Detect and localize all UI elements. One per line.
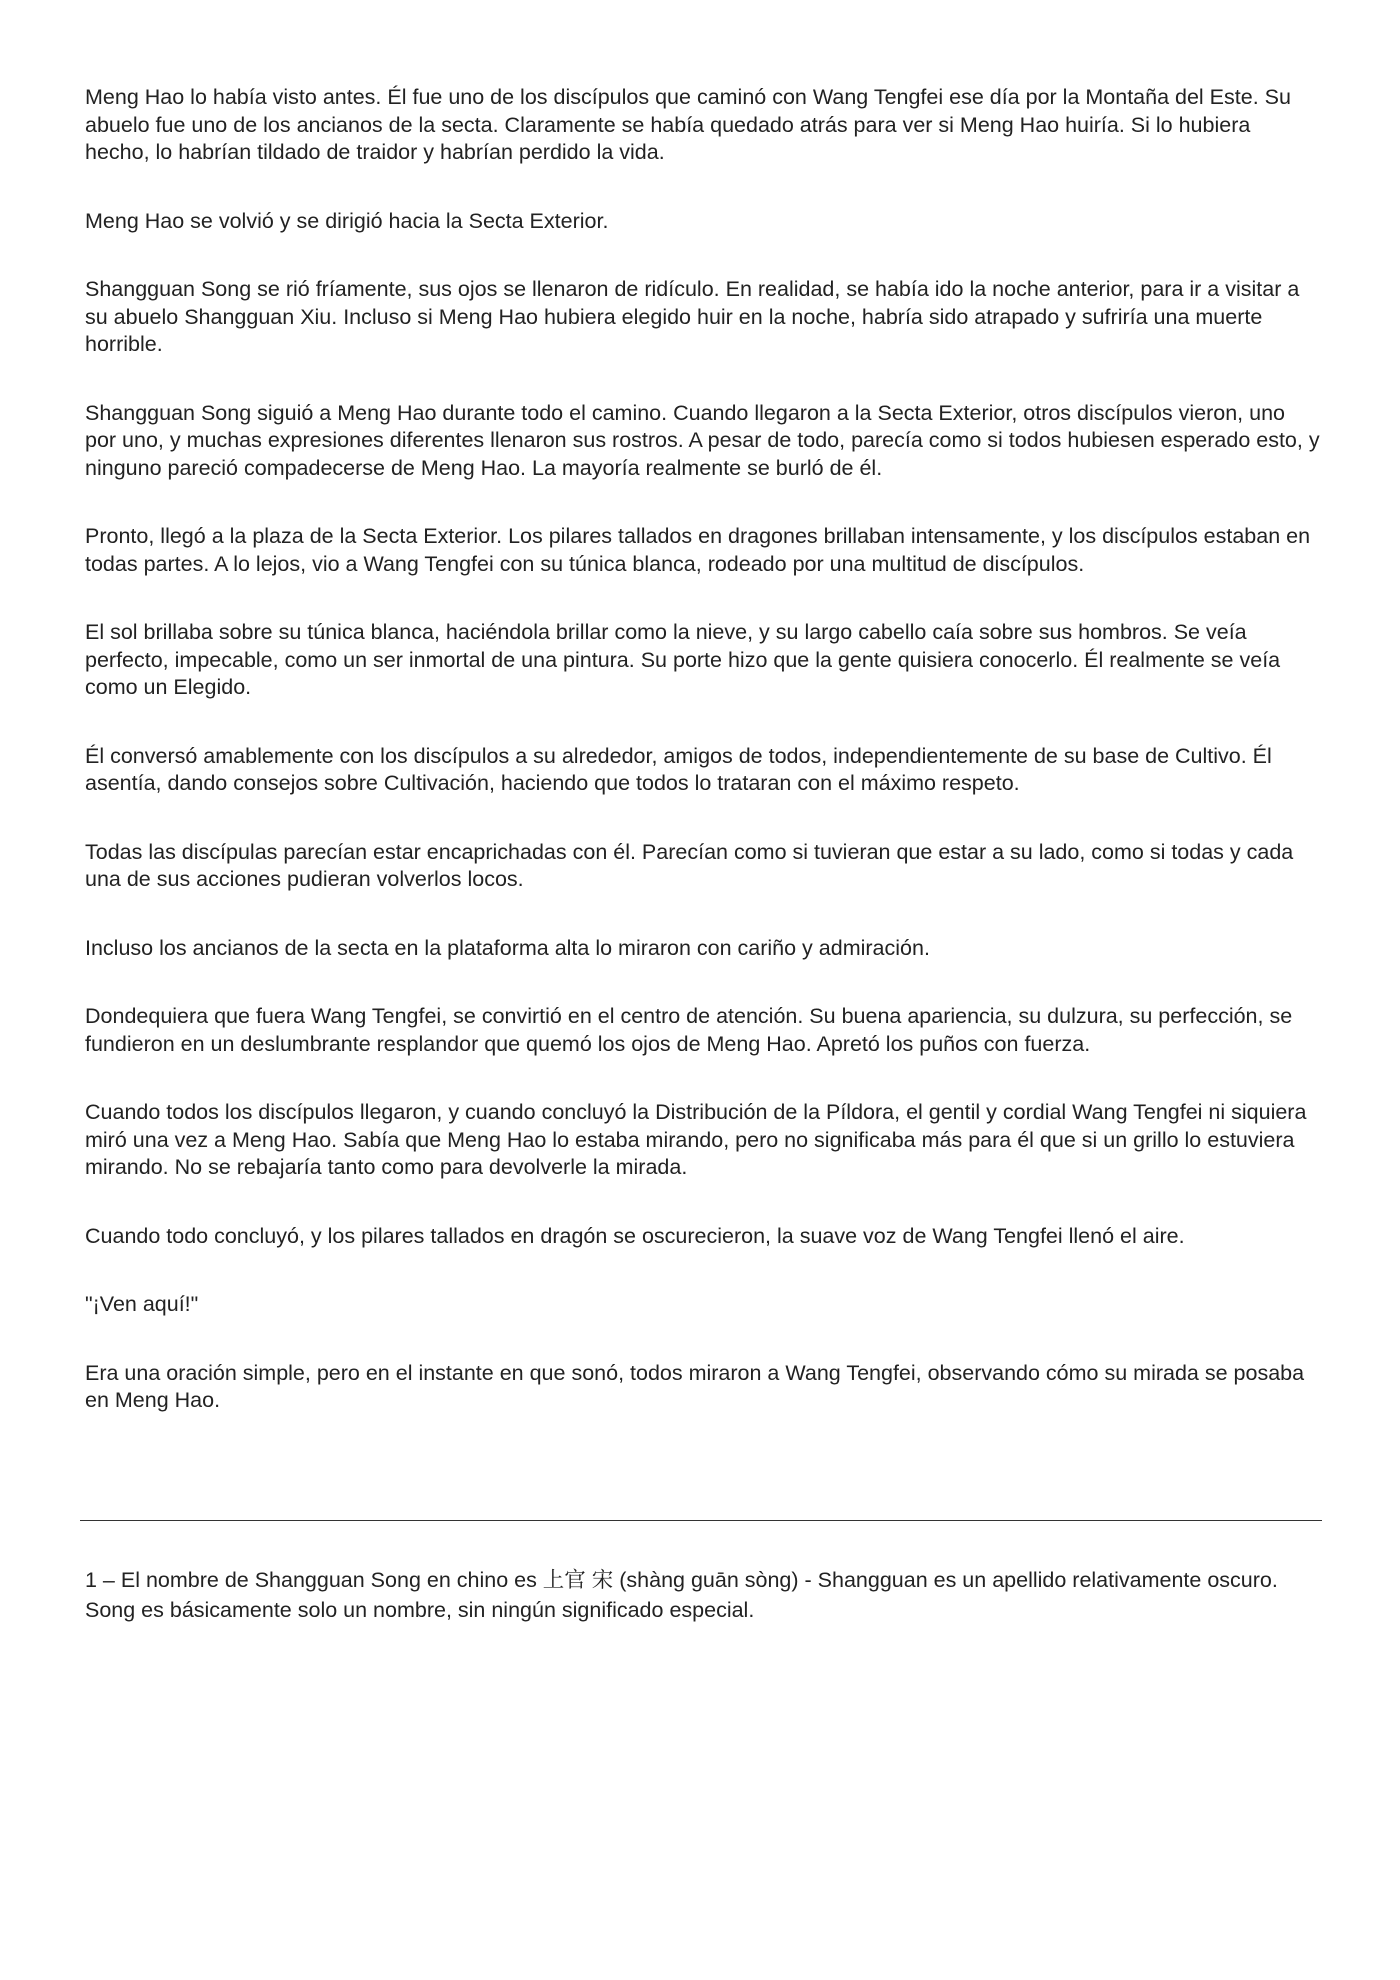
paragraph: Cuando todo concluyó, y los pilares tallados en dragón se oscurecieron, la suave voz de Wang Tengfei llenó el aire. bbox=[85, 1223, 1185, 1248]
quote-paragraph: "¡Ven aquí!" bbox=[85, 1292, 199, 1316]
paragraph: Pronto, llegó a la plaza de la Secta Exterior. Los pilares tallados en dragones brillaban intensamente, y los discípulos estaban en todas partes. A lo lejos, vio a Wang Tengfei con su túnica blanca, rodeado por una multitud de discípulos. bbox=[85, 524, 1311, 576]
paragraph: Incluso los ancianos de la secta en la plataforma alta lo miraron con cariño y admiración. bbox=[85, 935, 930, 960]
footnote: 1 – El nombre de Shangguan Song en chino es 上官 宋 (shàng guān sòng) - Shangguan es un apellido relativamente oscuro. Song es básicamente solo un nombre, sin ningún significado especial. bbox=[85, 1568, 1278, 1622]
paragraph: Él conversó amablemente con los discípulos a su alrededor, amigos de todos, independientemente de su base de Cultivo. Él asentía, dando consejos sobre Cultivación, haciendo que todos lo trataran con el máximo respeto. bbox=[85, 743, 1272, 795]
document-body bbox=[85, 84, 1320, 1456]
paragraph: Era una oración simple, pero en el instante en que sonó, todos miraron a Wang Tengfei, observando cómo su mirada se posaba en Meng Hao. bbox=[85, 1360, 1305, 1412]
paragraph: Shangguan Song se rió fríamente, sus ojos se llenaron de ridículo. En realidad, se había ido la noche anterior, para ir a visitar a su abuelo Shangguan Xiu. Incluso si Meng Hao hubiera elegido huir en la noche, habría sido atrapado y sufriría una muerte horrible. bbox=[85, 277, 1300, 356]
paragraph: Meng Hao lo había visto antes. Él fue uno de los discípulos que caminó con Wang Tengfei ese día por la Montaña del Este. Su abuelo fue uno de los ancianos de la secta. Claramente se había quedado atrás para ver si Meng Hao huiría. Si lo hubiera hecho, lo habrían tildado de traidor y habrían perdido la vida. bbox=[85, 85, 1291, 164]
paragraph: Cuando todos los discípulos llegaron, y cuando concluyó la Distribución de la Píldora, el gentil y cordial Wang Tengfei ni siquiera miró una vez a Meng Hao. Sabía que Meng Hao lo estaba mirando, pero no significaba más para él que si un grillo lo estuviera mirando. No se rebajaría tanto como para devolverle la mirada. bbox=[85, 1100, 1307, 1179]
paragraph: Todas las discípulas parecían estar encaprichadas con él. Parecían como si tuvieran que estar a su lado, como si todas y cada una de sus acciones pudieran volverlos locos. bbox=[85, 839, 1294, 891]
paragraph: Dondequiera que fuera Wang Tengfei, se convirtió en el centro de atención. Su buena apariencia, su dulzura, su perfección, se fundieron en un deslumbrante resplandor que quemó los ojos de Meng Hao. Apretó los puños con fuerza. bbox=[85, 1004, 1293, 1056]
paragraph: El sol brillaba sobre su túnica blanca, haciéndola brillar como la nieve, y su largo cabello caía sobre sus hombros. Se veía perfecto, impecable, como un ser inmortal de una pintura. Su porte hizo que la gente quisiera conocerlo. Él realmente se veía como un Elegido. bbox=[85, 620, 1281, 699]
paragraph: Shangguan Song siguió a Meng Hao durante todo el camino. Cuando llegaron a la Secta Exterior, otros discípulos vieron, uno por uno, y muchas expresiones diferentes llenaron sus rostros. A pesar de todo, parecía como si todos hubiesen esperado esto, y ninguno pareció compadecerse de Meng Hao. La mayoría realmente se burló de él. bbox=[85, 400, 1320, 480]
paragraph: Meng Hao se volvió y se dirigió hacia la Secta Exterior. bbox=[85, 208, 609, 233]
footnote-divider bbox=[80, 1520, 1322, 1521]
